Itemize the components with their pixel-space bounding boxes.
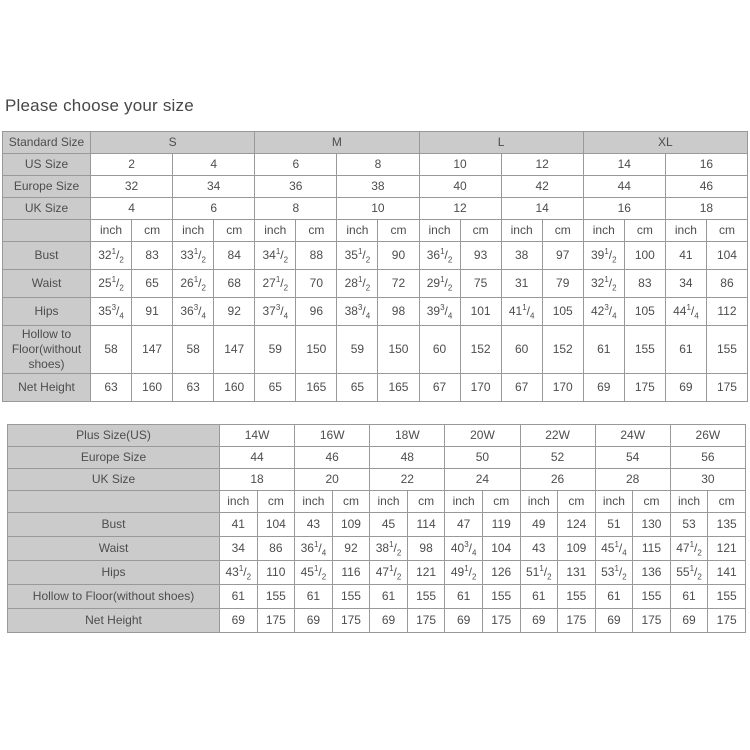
measure-value-cell: 170 bbox=[460, 374, 501, 402]
measure-value-cell: 79 bbox=[542, 270, 583, 298]
table-row bbox=[8, 425, 746, 447]
size-value-cell: 40 bbox=[419, 176, 501, 198]
measure-value-cell: $47^1/_2$ bbox=[370, 561, 408, 585]
measure-value-cell: 58 bbox=[91, 326, 132, 374]
size-value-cell: 52 bbox=[520, 447, 595, 469]
unit-header-cell: inch bbox=[665, 220, 706, 242]
measure-value-cell: $38^3/_4$ bbox=[337, 298, 378, 326]
size-group-header-cell: XL bbox=[583, 132, 747, 154]
measure-value-cell: 69 bbox=[583, 374, 624, 402]
measure-value-cell: 104 bbox=[482, 537, 520, 561]
row-label-cell: UK Size bbox=[3, 198, 91, 220]
measure-value-cell: 116 bbox=[332, 561, 370, 585]
measure-value-cell: $27^1/_2$ bbox=[255, 270, 296, 298]
unit-header-cell: cm bbox=[407, 491, 445, 513]
unit-header-cell: inch bbox=[220, 491, 258, 513]
measure-value-cell: 83 bbox=[132, 242, 173, 270]
measure-value-cell: 175 bbox=[558, 609, 596, 633]
row-label-cell: Bust bbox=[8, 513, 220, 537]
measure-value-cell: 41 bbox=[220, 513, 258, 537]
measure-value-cell: 115 bbox=[633, 537, 671, 561]
standard-size-table bbox=[2, 131, 748, 402]
measure-value-cell: 67 bbox=[419, 374, 460, 402]
measure-value-cell: $26^1/_2$ bbox=[173, 270, 214, 298]
measure-value-cell: 175 bbox=[624, 374, 665, 402]
size-value-cell: 22 bbox=[370, 469, 445, 491]
size-value-cell: 14 bbox=[583, 154, 665, 176]
measure-value-cell: $41^1/_4$ bbox=[501, 298, 542, 326]
measure-value-cell: 105 bbox=[542, 298, 583, 326]
measure-value-cell: 175 bbox=[708, 609, 746, 633]
measure-value-cell: $32^1/_2$ bbox=[583, 270, 624, 298]
table-row bbox=[3, 326, 748, 374]
measure-value-cell: 126 bbox=[482, 561, 520, 585]
measure-value-cell: $39^1/_2$ bbox=[583, 242, 624, 270]
measure-value-cell: 69 bbox=[445, 609, 483, 633]
size-value-cell: 18W bbox=[370, 425, 445, 447]
row-label-cell: Hollow to Floor(without shoes) bbox=[3, 326, 91, 374]
measure-value-cell: 61 bbox=[583, 326, 624, 374]
row-label-cell: Hips bbox=[3, 298, 91, 326]
unit-header-cell: cm bbox=[332, 491, 370, 513]
measure-value-cell: 65 bbox=[337, 374, 378, 402]
size-value-cell: 14 bbox=[501, 198, 583, 220]
table-row bbox=[3, 220, 748, 242]
size-value-cell: 56 bbox=[670, 447, 745, 469]
unit-header-cell: cm bbox=[624, 220, 665, 242]
measure-value-cell: $45^1/_2$ bbox=[295, 561, 333, 585]
measure-value-cell: 60 bbox=[419, 326, 460, 374]
measure-value-cell: 69 bbox=[295, 609, 333, 633]
unit-header-cell: cm bbox=[132, 220, 173, 242]
measure-value-cell: 160 bbox=[132, 374, 173, 402]
unit-header-cell: cm bbox=[542, 220, 583, 242]
row-label-cell: Waist bbox=[3, 270, 91, 298]
measure-value-cell: 155 bbox=[482, 585, 520, 609]
size-value-cell: 30 bbox=[670, 469, 745, 491]
unit-header-cell: inch bbox=[520, 491, 558, 513]
measure-value-cell: $49^1/_2$ bbox=[445, 561, 483, 585]
measure-value-cell: 61 bbox=[670, 585, 708, 609]
empty-label-cell bbox=[3, 220, 91, 242]
measure-value-cell: 69 bbox=[520, 609, 558, 633]
row-label-cell: UK Size bbox=[8, 469, 220, 491]
table-row bbox=[8, 513, 746, 537]
measure-value-cell: 61 bbox=[595, 585, 633, 609]
measure-value-cell: $51^1/_2$ bbox=[520, 561, 558, 585]
measure-value-cell: 104 bbox=[257, 513, 295, 537]
measure-value-cell: 86 bbox=[706, 270, 747, 298]
size-value-cell: 46 bbox=[665, 176, 747, 198]
size-value-cell: 32 bbox=[91, 176, 173, 198]
measure-value-cell: $28^1/_2$ bbox=[337, 270, 378, 298]
size-value-cell: 18 bbox=[665, 198, 747, 220]
measure-value-cell: 45 bbox=[370, 513, 408, 537]
size-value-cell: 10 bbox=[419, 154, 501, 176]
unit-header-cell: inch bbox=[583, 220, 624, 242]
measure-value-cell: $53^1/_2$ bbox=[595, 561, 633, 585]
measure-value-cell: 147 bbox=[214, 326, 255, 374]
measure-value-cell: 86 bbox=[257, 537, 295, 561]
measure-value-cell: 155 bbox=[706, 326, 747, 374]
measure-value-cell: 155 bbox=[624, 326, 665, 374]
size-value-cell: 12 bbox=[419, 198, 501, 220]
unit-header-cell: inch bbox=[91, 220, 132, 242]
measure-value-cell: 155 bbox=[708, 585, 746, 609]
measure-value-cell: 175 bbox=[633, 609, 671, 633]
measure-value-cell: 121 bbox=[708, 537, 746, 561]
measure-value-cell: 61 bbox=[520, 585, 558, 609]
table-row bbox=[3, 176, 748, 198]
row-label-cell: Bust bbox=[3, 242, 91, 270]
unit-header-cell: cm bbox=[558, 491, 596, 513]
size-value-cell: 8 bbox=[255, 198, 337, 220]
unit-header-cell: inch bbox=[295, 491, 333, 513]
measure-value-cell: 101 bbox=[460, 298, 501, 326]
row-label-cell: Hollow to Floor(without shoes) bbox=[8, 585, 220, 609]
measure-value-cell: $36^1/_2$ bbox=[419, 242, 460, 270]
unit-header-cell: cm bbox=[706, 220, 747, 242]
size-value-cell: 28 bbox=[595, 469, 670, 491]
measure-value-cell: $39^3/_4$ bbox=[419, 298, 460, 326]
size-value-cell: 14W bbox=[220, 425, 295, 447]
size-value-cell: 26W bbox=[670, 425, 745, 447]
measure-value-cell: 92 bbox=[214, 298, 255, 326]
size-value-cell: 12 bbox=[501, 154, 583, 176]
measure-value-cell: 75 bbox=[460, 270, 501, 298]
size-value-cell: 54 bbox=[595, 447, 670, 469]
measure-value-cell: 53 bbox=[670, 513, 708, 537]
size-value-cell: 50 bbox=[445, 447, 520, 469]
size-value-cell: 18 bbox=[220, 469, 295, 491]
size-value-cell: 20 bbox=[295, 469, 370, 491]
table-row bbox=[3, 154, 748, 176]
table-row bbox=[3, 132, 748, 154]
measure-value-cell: 69 bbox=[665, 374, 706, 402]
measure-value-cell: 67 bbox=[501, 374, 542, 402]
measure-value-cell: 92 bbox=[332, 537, 370, 561]
measure-value-cell: 175 bbox=[332, 609, 370, 633]
measure-value-cell: 105 bbox=[624, 298, 665, 326]
measure-value-cell: 90 bbox=[378, 242, 419, 270]
measure-value-cell: 155 bbox=[633, 585, 671, 609]
measure-value-cell: 112 bbox=[706, 298, 747, 326]
measure-value-cell: 155 bbox=[558, 585, 596, 609]
measure-value-cell: 61 bbox=[295, 585, 333, 609]
measure-value-cell: $44^1/_4$ bbox=[665, 298, 706, 326]
size-value-cell: 6 bbox=[255, 154, 337, 176]
row-label-cell: Europe Size bbox=[8, 447, 220, 469]
measure-value-cell: 165 bbox=[296, 374, 337, 402]
size-value-cell: 24 bbox=[445, 469, 520, 491]
measure-value-cell: $36^1/_4$ bbox=[295, 537, 333, 561]
unit-header-cell: inch bbox=[670, 491, 708, 513]
size-value-cell: 42 bbox=[501, 176, 583, 198]
size-value-cell: 22W bbox=[520, 425, 595, 447]
measure-value-cell: $47^1/_2$ bbox=[670, 537, 708, 561]
size-value-cell: 24W bbox=[595, 425, 670, 447]
measure-value-cell: 104 bbox=[706, 242, 747, 270]
measure-value-cell: 88 bbox=[296, 242, 337, 270]
measure-value-cell: $32^1/_2$ bbox=[91, 242, 132, 270]
table-row bbox=[8, 585, 746, 609]
measure-value-cell: 114 bbox=[407, 513, 445, 537]
measure-value-cell: 69 bbox=[370, 609, 408, 633]
measure-value-cell: 152 bbox=[460, 326, 501, 374]
measure-value-cell: 150 bbox=[378, 326, 419, 374]
measure-value-cell: $33^1/_2$ bbox=[173, 242, 214, 270]
measure-value-cell: 59 bbox=[255, 326, 296, 374]
measure-value-cell: 165 bbox=[378, 374, 419, 402]
size-value-cell: 26 bbox=[520, 469, 595, 491]
row-label-cell: US Size bbox=[3, 154, 91, 176]
size-value-cell: 38 bbox=[337, 176, 419, 198]
size-value-cell: 46 bbox=[295, 447, 370, 469]
measure-value-cell: 170 bbox=[542, 374, 583, 402]
measure-value-cell: $35^3/_4$ bbox=[91, 298, 132, 326]
measure-value-cell: $42^3/_4$ bbox=[583, 298, 624, 326]
measure-value-cell: 31 bbox=[501, 270, 542, 298]
row-label-cell: Waist bbox=[8, 537, 220, 561]
measure-value-cell: 136 bbox=[633, 561, 671, 585]
unit-header-cell: inch bbox=[370, 491, 408, 513]
measure-value-cell: 61 bbox=[445, 585, 483, 609]
measure-value-cell: 175 bbox=[407, 609, 445, 633]
measure-value-cell: 141 bbox=[708, 561, 746, 585]
table-row bbox=[8, 561, 746, 585]
size-value-cell: 4 bbox=[91, 198, 173, 220]
unit-header-cell: cm bbox=[633, 491, 671, 513]
size-group-header-cell: S bbox=[91, 132, 255, 154]
table-row bbox=[3, 242, 748, 270]
table-row bbox=[8, 491, 746, 513]
measure-value-cell: 43 bbox=[295, 513, 333, 537]
size-value-cell: 34 bbox=[173, 176, 255, 198]
empty-label-cell bbox=[8, 491, 220, 513]
table-row bbox=[3, 198, 748, 220]
measure-value-cell: $45^1/_4$ bbox=[595, 537, 633, 561]
unit-header-cell: inch bbox=[337, 220, 378, 242]
measure-value-cell: $29^1/_2$ bbox=[419, 270, 460, 298]
unit-header-cell: cm bbox=[482, 491, 520, 513]
measure-value-cell: 84 bbox=[214, 242, 255, 270]
measure-value-cell: 147 bbox=[132, 326, 173, 374]
measure-value-cell: 69 bbox=[670, 609, 708, 633]
measure-value-cell: 110 bbox=[257, 561, 295, 585]
measure-value-cell: 70 bbox=[296, 270, 337, 298]
measure-value-cell: 34 bbox=[665, 270, 706, 298]
table-row bbox=[3, 270, 748, 298]
measure-value-cell: $43^1/_2$ bbox=[220, 561, 258, 585]
measure-value-cell: 175 bbox=[257, 609, 295, 633]
unit-header-cell: cm bbox=[296, 220, 337, 242]
measure-value-cell: 155 bbox=[407, 585, 445, 609]
measure-value-cell: 98 bbox=[378, 298, 419, 326]
measure-value-cell: 59 bbox=[337, 326, 378, 374]
size-value-cell: 4 bbox=[173, 154, 255, 176]
measure-value-cell: 121 bbox=[407, 561, 445, 585]
measure-value-cell: 43 bbox=[520, 537, 558, 561]
table-row bbox=[3, 298, 748, 326]
unit-header-cell: cm bbox=[460, 220, 501, 242]
page-title: Please choose your size bbox=[5, 96, 194, 115]
size-value-cell: 44 bbox=[583, 176, 665, 198]
measure-value-cell: 72 bbox=[378, 270, 419, 298]
measure-value-cell: 130 bbox=[633, 513, 671, 537]
size-value-cell: 6 bbox=[173, 198, 255, 220]
measure-value-cell: 47 bbox=[445, 513, 483, 537]
measure-value-cell: 63 bbox=[173, 374, 214, 402]
measure-value-cell: 155 bbox=[257, 585, 295, 609]
unit-header-cell: inch bbox=[501, 220, 542, 242]
measure-value-cell: $40^3/_4$ bbox=[445, 537, 483, 561]
measure-value-cell: 119 bbox=[482, 513, 520, 537]
unit-header-cell: inch bbox=[445, 491, 483, 513]
row-label-cell: Plus Size(US) bbox=[8, 425, 220, 447]
measure-value-cell: 49 bbox=[520, 513, 558, 537]
size-value-cell: 8 bbox=[337, 154, 419, 176]
row-label-cell: Net Height bbox=[8, 609, 220, 633]
plus-size-table bbox=[7, 424, 746, 633]
size-value-cell: 2 bbox=[91, 154, 173, 176]
measure-value-cell: $55^1/_2$ bbox=[670, 561, 708, 585]
measure-value-cell: 160 bbox=[214, 374, 255, 402]
size-value-cell: 16 bbox=[583, 198, 665, 220]
measure-value-cell: 83 bbox=[624, 270, 665, 298]
measure-value-cell: 93 bbox=[460, 242, 501, 270]
measure-value-cell: 109 bbox=[558, 537, 596, 561]
measure-value-cell: 65 bbox=[132, 270, 173, 298]
table-row bbox=[8, 537, 746, 561]
measure-value-cell: 69 bbox=[220, 609, 258, 633]
size-value-cell: 36 bbox=[255, 176, 337, 198]
measure-value-cell: 63 bbox=[91, 374, 132, 402]
size-value-cell: 16W bbox=[295, 425, 370, 447]
measure-value-cell: 60 bbox=[501, 326, 542, 374]
size-group-header-cell: M bbox=[255, 132, 419, 154]
unit-header-cell: inch bbox=[595, 491, 633, 513]
row-label-cell: Europe Size bbox=[3, 176, 91, 198]
measure-value-cell: 68 bbox=[214, 270, 255, 298]
measure-value-cell: 100 bbox=[624, 242, 665, 270]
measure-value-cell: $38^1/_2$ bbox=[370, 537, 408, 561]
measure-value-cell: 91 bbox=[132, 298, 173, 326]
unit-header-cell: cm bbox=[214, 220, 255, 242]
measure-value-cell: 51 bbox=[595, 513, 633, 537]
table-row bbox=[3, 374, 748, 402]
unit-header-cell: inch bbox=[255, 220, 296, 242]
measure-value-cell: $25^1/_2$ bbox=[91, 270, 132, 298]
table-row bbox=[8, 447, 746, 469]
size-value-cell: 16 bbox=[665, 154, 747, 176]
size-value-cell: 44 bbox=[220, 447, 295, 469]
measure-value-cell: 97 bbox=[542, 242, 583, 270]
size-group-header-cell: L bbox=[419, 132, 583, 154]
measure-value-cell: 98 bbox=[407, 537, 445, 561]
size-value-cell: 48 bbox=[370, 447, 445, 469]
measure-value-cell: 38 bbox=[501, 242, 542, 270]
measure-value-cell: 109 bbox=[332, 513, 370, 537]
measure-value-cell: $37^3/_4$ bbox=[255, 298, 296, 326]
unit-header-cell: cm bbox=[257, 491, 295, 513]
measure-value-cell: 152 bbox=[542, 326, 583, 374]
table-row bbox=[8, 469, 746, 491]
row-label-cell: Net Height bbox=[3, 374, 91, 402]
measure-value-cell: 131 bbox=[558, 561, 596, 585]
unit-header-cell: cm bbox=[708, 491, 746, 513]
measure-value-cell: 69 bbox=[595, 609, 633, 633]
size-value-cell: 10 bbox=[337, 198, 419, 220]
unit-header-cell: inch bbox=[419, 220, 460, 242]
measure-value-cell: 150 bbox=[296, 326, 337, 374]
corner-header-cell: Standard Size bbox=[3, 132, 91, 154]
table-row bbox=[8, 609, 746, 633]
measure-value-cell: $35^1/_2$ bbox=[337, 242, 378, 270]
measure-value-cell: 61 bbox=[370, 585, 408, 609]
unit-header-cell: cm bbox=[378, 220, 419, 242]
measure-value-cell: 61 bbox=[220, 585, 258, 609]
measure-value-cell: 58 bbox=[173, 326, 214, 374]
measure-value-cell: 124 bbox=[558, 513, 596, 537]
measure-value-cell: 96 bbox=[296, 298, 337, 326]
row-label-cell: Hips bbox=[8, 561, 220, 585]
measure-value-cell: 175 bbox=[482, 609, 520, 633]
measure-value-cell: $34^1/_2$ bbox=[255, 242, 296, 270]
measure-value-cell: 135 bbox=[708, 513, 746, 537]
size-value-cell: 20W bbox=[445, 425, 520, 447]
measure-value-cell: 175 bbox=[706, 374, 747, 402]
measure-value-cell: 34 bbox=[220, 537, 258, 561]
measure-value-cell: 155 bbox=[332, 585, 370, 609]
measure-value-cell: $36^3/_4$ bbox=[173, 298, 214, 326]
measure-value-cell: 65 bbox=[255, 374, 296, 402]
measure-value-cell: 61 bbox=[665, 326, 706, 374]
measure-value-cell: 41 bbox=[665, 242, 706, 270]
unit-header-cell: inch bbox=[173, 220, 214, 242]
